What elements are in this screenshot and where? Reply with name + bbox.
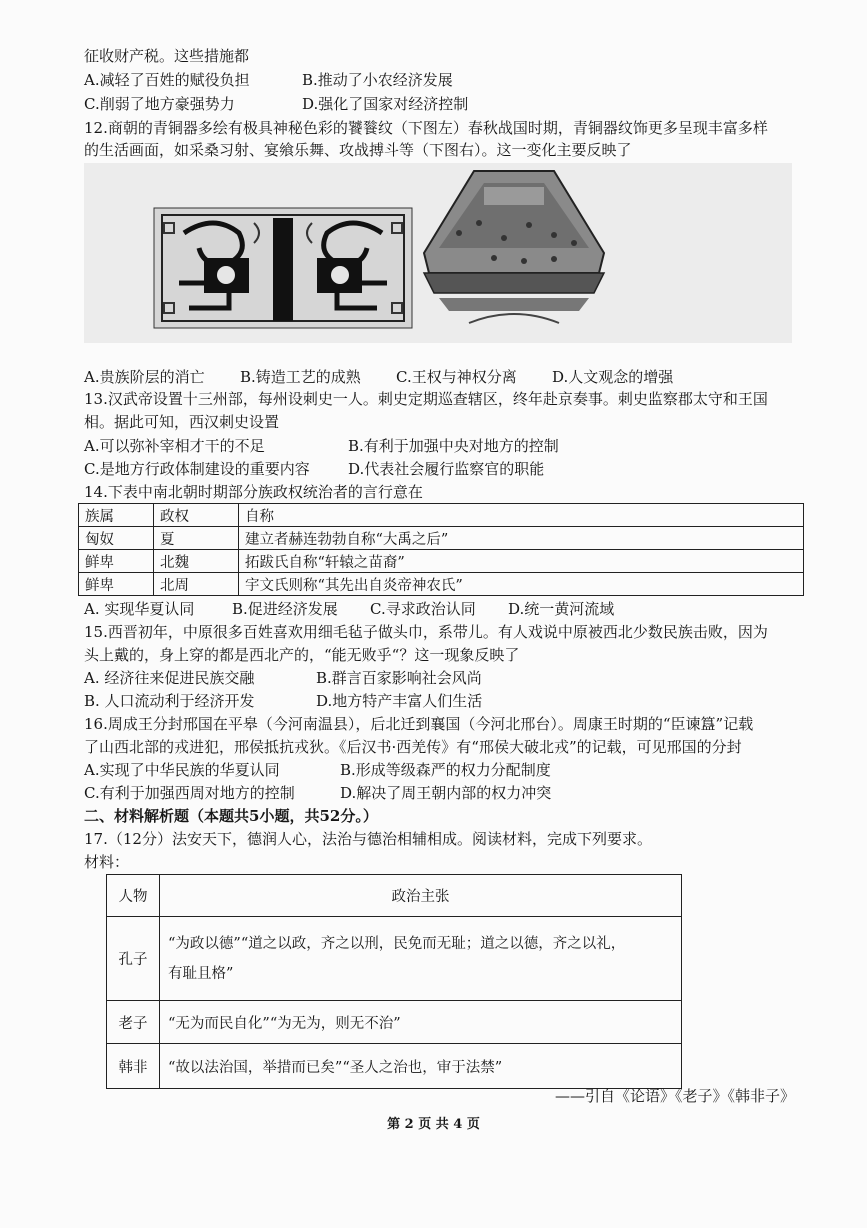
q12-option-b: B.铸造工艺的成熟 <box>240 368 361 386</box>
table-cell-view: “故以法治国，举措而已矣”“圣人之治也，审于法禁” <box>160 1044 682 1089</box>
q13-option-d: D.代表社会履行监察官的职能 <box>348 460 545 478</box>
q13-option-c: C.是地方行政体制建设的重要内容 <box>84 460 310 478</box>
material-source: ——引自《论语》《老子》《韩非子》 <box>554 1087 795 1105</box>
q12-option-a: A.贵族阶层的消亡 <box>84 368 205 386</box>
table-row <box>79 573 804 596</box>
table-cell-person: 孔子 <box>107 917 160 1001</box>
q12-option-d: D.人文观念的增强 <box>552 368 674 386</box>
q12-stem-line2: 的生活画面，如采桑习射、宴飨乐舞、攻战搏斗等（下图右）。这一变化主要反映了 <box>84 141 632 159</box>
table-row <box>79 527 804 550</box>
q15-option-b: B.群言百家影响社会风尚 <box>316 669 482 687</box>
q15-option-c: B. 人口流动利于经济开发 <box>84 692 255 710</box>
q11-option-a: A.减轻了百姓的赋役负担 <box>84 71 250 89</box>
table-header-cell: 政权 <box>154 504 239 527</box>
table-header-row <box>107 875 682 917</box>
table-header-cell: 人物 <box>107 875 160 917</box>
table-cell: 鲜卑 <box>79 550 154 573</box>
material-label: 材料： <box>84 853 130 871</box>
section-heading: 二、材料解析题（本题共5小题，共52分。） <box>84 807 378 825</box>
q11-option-b: B.推动了小农经济发展 <box>302 71 453 89</box>
q15-option-a: A. 经济往来促进民族交融 <box>84 669 255 687</box>
table-cell: 鲜卑 <box>79 573 154 596</box>
q14-option-c: C.寻求政治认同 <box>370 600 476 618</box>
regime-table <box>78 503 804 596</box>
table-cell-person: 韩非 <box>107 1044 160 1089</box>
table-row <box>107 917 682 1001</box>
q13-option-b: B.有利于加强中央对地方的控制 <box>348 437 559 455</box>
q15-stem-line1: 15.西晋初年，中原很多百姓喜欢用细毛毡子做头巾，系带儿。有人戏说中原被西北少数民族击败，因为 <box>84 623 768 641</box>
q15-stem-line2: 头上戴的，身上穿的都是西北产的，“能无败乎“？这一现象反映了 <box>84 646 520 664</box>
table-header-row <box>79 504 804 527</box>
page-footer: 第 2 页 共 4 页 <box>387 1117 480 1132</box>
view-text-line: “为政以德”“道之以政，齐之以刑，民免而无耻；道之以德，齐之以礼， <box>168 935 626 952</box>
q15-option-d: D.地方特产丰富人们生活 <box>316 692 483 710</box>
table-cell-view <box>160 917 682 1001</box>
table-cell: 北魏 <box>154 550 239 573</box>
q16-option-d: D.解决了周王朝内部的权力冲突 <box>340 784 552 802</box>
q11-option-c: C.削弱了地方豪强势力 <box>84 95 235 113</box>
pictorial-scenes-pattern-image <box>424 171 604 323</box>
table-cell: 匈奴 <box>79 527 154 550</box>
q12-option-c: C.王权与神权分离 <box>396 368 517 386</box>
table-cell: 北周 <box>154 573 239 596</box>
q11-option-d: D.强化了国家对经济控制 <box>302 95 469 113</box>
q14-option-b: B.促进经济发展 <box>232 600 338 618</box>
q12-stem-line1: 12.商朝的青铜器多绘有极具神秘色彩的饕餮纹（下图左）春秋战国时期，青铜器纹饰更多呈现丰富多样 <box>84 119 768 137</box>
bronze-pattern-figure <box>84 163 792 343</box>
table-cell: 建立者赫连勃勃自称“大禹之后” <box>239 527 804 550</box>
table-row <box>79 550 804 573</box>
q17-stem: 17.（12分）法安天下，德润人心，法治与德治相辅相成。阅读材料，完成下列要求。 <box>84 830 652 848</box>
table-cell: 宇文氏则称“其先出自炎帝神农氏” <box>239 573 804 596</box>
table-header-cell: 族属 <box>79 504 154 527</box>
q16-stem-line2: 了山西北部的戎进犯，邢侯抵抗戎狄。《后汉书·西羌传》有“邢侯大破北戎”的记载，可见邢国的分封 <box>84 738 742 756</box>
table-row <box>107 1044 682 1089</box>
q16-stem-line1: 16.周成王分封邢国在平皋（今河南温县），后北迁到襄国（今河北邢台）。周康王时期的“臣谏簋”记载 <box>84 715 754 733</box>
table-cell-view: “无为而民自化”“为无为，则无不治” <box>160 1001 682 1044</box>
q16-option-c: C.有利于加强西周对地方的控制 <box>84 784 295 802</box>
bronze-pattern-illustration <box>84 163 792 343</box>
table-row <box>107 1001 682 1044</box>
table-cell: 夏 <box>154 527 239 550</box>
q16-option-b: B.形成等级森严的权力分配制度 <box>340 761 551 779</box>
q16-option-a: A.实现了中华民族的华夏认同 <box>84 761 280 779</box>
table-header-cell: 政治主张 <box>160 875 682 917</box>
q13-option-a: A.可以弥补宰相才干的不足 <box>84 437 265 455</box>
table-cell: 拓跋氏自称“轩辕之苗裔” <box>239 550 804 573</box>
q11-stem-tail: 征收财产税。这些措施都 <box>84 47 250 65</box>
q14-option-a: A. 实现华夏认同 <box>84 600 195 618</box>
political-views-table <box>106 874 682 1089</box>
q14-option-d: D.统一黄河流域 <box>508 600 615 618</box>
table-header-cell: 自称 <box>239 504 804 527</box>
q13-stem-line1: 13.汉武帝设置十三州部，每州设刺史一人。刺史定期巡查辖区，终年赴京奏事。刺史监察郡太守和王国 <box>84 390 768 408</box>
table-cell-person: 老子 <box>107 1001 160 1044</box>
q13-stem-line2: 相。据此可知，西汉刺史设置 <box>84 413 280 431</box>
taotie-pattern-image <box>154 208 412 328</box>
view-text-line: 有耻且格” <box>168 965 234 982</box>
q14-stem: 14.下表中南北朝时期部分族政权统治者的言行意在 <box>84 483 423 501</box>
